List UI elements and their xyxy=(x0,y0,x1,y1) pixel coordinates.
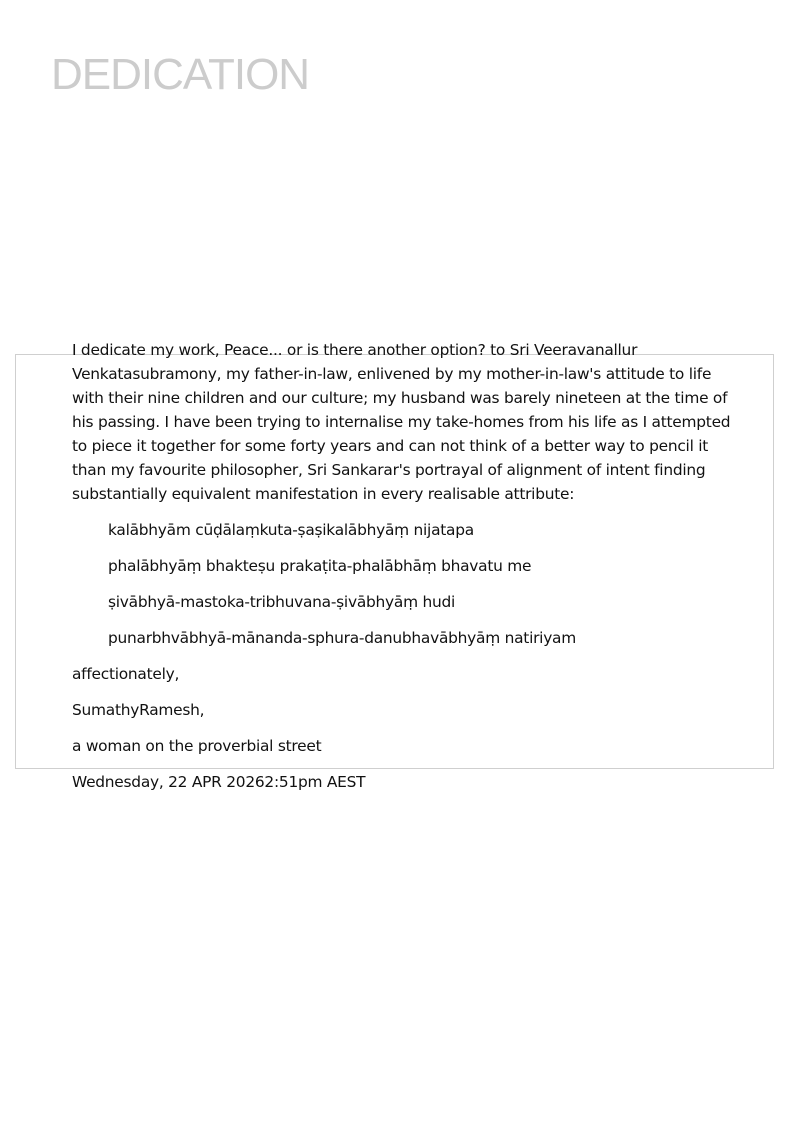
author-name: SumathyRamesh, xyxy=(72,701,205,719)
verse-line: punarbhvābhyā-mānanda-sphura-danubhavābhyāṃ natiriyam xyxy=(108,629,576,647)
verse-line: kalābhyām cūḍālaṃkuta-ṣaṣikalābhyāṃ nijatapa xyxy=(108,521,474,539)
verse-line: phalābhyāṃ bhakteṣu prakaṭita-phalābhāṃ bhavatu me xyxy=(108,557,532,575)
dedication-content xyxy=(72,338,732,806)
closing-salutation: affectionately, xyxy=(72,665,180,683)
verse-line: ṣivābhyā-mastoka-tribhuvana-ṣivābhyāṃ hudi xyxy=(108,593,456,611)
dedication-paragraph: I dedicate my work, Peace... or is there another option? to Sri Veeravanallur Venkatasubramony, my father-in-law, enlivened by my mother-in-law's attitude to life with their nine children and our culture; my husband was barely nineteen at the time of his passing. I have been trying to internalise my take-homes from his life as I attempted to piece it together for some forty years and can not think of a better way to pencil it than my favourite philosopher, Sri Sankarar's portrayal of alignment of intent finding substantially equivalent manifestation in every realisable attribute: xyxy=(72,341,731,503)
page-title: DEDICATION xyxy=(51,50,310,99)
author-tagline: a woman on the proverbial street xyxy=(72,737,322,755)
timestamp: Wednesday, 22 APR 20262:51pm AEST xyxy=(72,773,366,791)
verse-block xyxy=(72,518,732,650)
